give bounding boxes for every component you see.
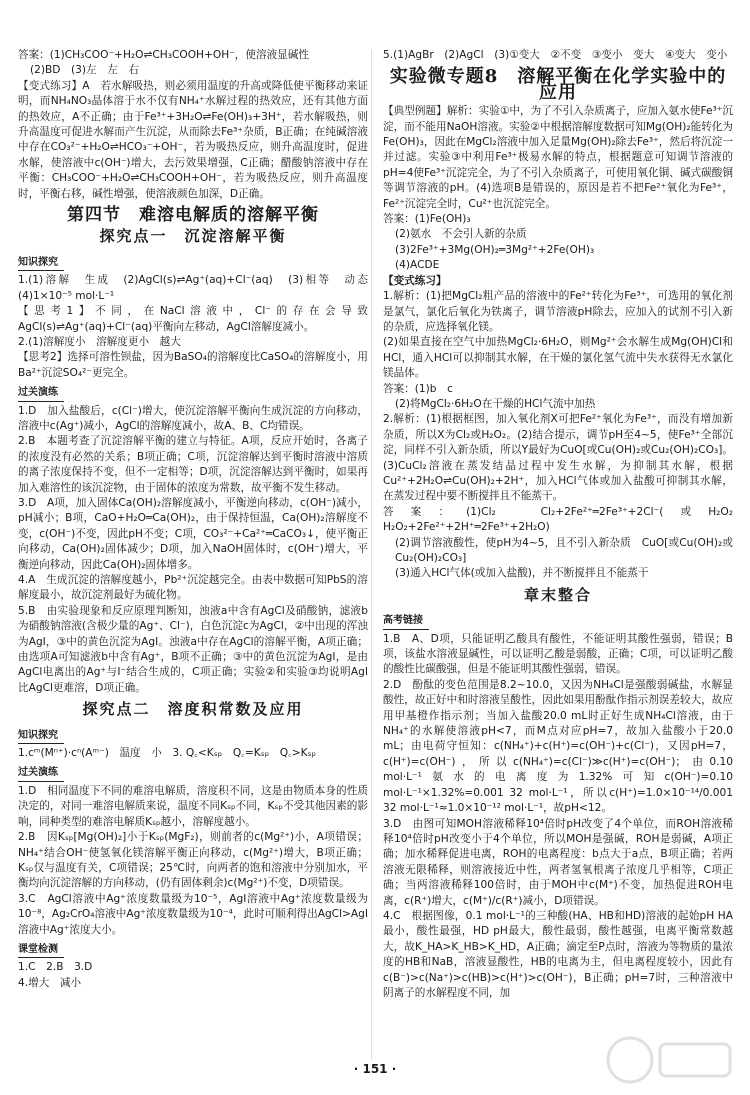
- classroom-check-label: 课堂检测: [18, 942, 64, 958]
- practice-label: 过关演练: [18, 765, 64, 781]
- subsection-title: 探究点二 溶度积常数及应用: [82, 700, 304, 719]
- answer-text: (3)通入HCl气体(或加入盐酸)，并不断搅拌且不能蒸干: [395, 567, 649, 580]
- column-divider: [371, 50, 372, 1060]
- thinking-text: 【思考1】不同，在NaCl溶液中，Cl⁻的存在会导致AgCl(s)⇌Ag⁺(aq)+Cl⁻(aq)平衡向左移动，AgCl溶解度减小。: [18, 305, 368, 333]
- answer-text: (4)ACDE: [395, 259, 440, 272]
- page-number: · 151 ·: [353, 1062, 397, 1076]
- classroom-check-text: 4.增大 减小: [18, 976, 82, 989]
- left-column: [18, 48, 379, 991]
- right-column: [383, 48, 744, 1001]
- exam-item: 3.D 由图可知MOH溶液稀释10⁴倍时pH改变了4个单位，而ROH溶液稀释10⁴倍时pH改变小于4个单位，所以MOH是强碱，ROH是弱碱，A项正确；加水稀释促进电离，ROH的电离程度：b点大于a点，B项正确；若两溶液无限稀释，则溶液接近中性，两者氢氧根离子浓度几乎相等，C项正确；当两溶液稀释100倍时，由于MOH中c(M⁺)不变，加热促进ROH电离，c(R⁺)增大，c(M⁺)/c(R⁺)减小，D项错误。: [383, 817, 733, 907]
- classroom-check-text: 1.C 2.B 3.D: [18, 961, 93, 974]
- exam-link-label: 高考链接: [383, 613, 429, 629]
- answer-text: (2)氨水 不会引人新的杂质: [395, 228, 527, 241]
- knowledge-label: 知识探究: [18, 255, 64, 271]
- practice-item: 5.B 由实验现象和反应原理判断知，浊液a中含有AgCl及硝酸钠，滤液b为硝酸钠溶液(含极少量的Ag⁺、Cl⁻)，白色沉淀c为AgCl，②中出现的浑浊为AgI，③中的黄色沉淀为AgI。浊液a中存在AgCl的溶解平衡，A项正确；由选项A可知滤液b中含有Ag⁺，B项不正确；③中的黄色沉淀为AgI，是由AgCl电离出的Ag⁺与I⁻结合生成的，C项正确；实验②和实验③均说明AgI比AgCl更难溶，D项正确。: [18, 604, 368, 694]
- section-title: 实验微专题8 溶解平衡在化学实验中的应用: [389, 66, 727, 103]
- practice-item: 3.C AgCl溶液中Ag⁺浓度数量级为10⁻⁵，AgI溶液中Ag⁺浓度数量级为10⁻⁸，Ag₂CrO₄溶液中Ag⁺浓度数量级为10⁻⁴，此时可顺利得出AgCl>AgI溶液中Ag⁺浓度大小。: [18, 892, 368, 936]
- exercise-text: 1.解析：(1)把MgCl₂粗产品的溶液中的Fe²⁺转化为Fe³⁺，可选用的氧化剂是氯气，氯化后氧化为铁离子，调节溶液pH除去，应加入的试剂不引入新的杂质，应选择氧化镁。: [383, 290, 733, 333]
- variant-exercise-text: 【变式练习】A 若水解吸热，则必须用温度的升高或降低使平衡移动来证明，而NH₄NO₃晶体溶于水不仅有NH₄⁺水解过程的热效应，还有其他方面的热效应，A不正确；由于Fe³⁺+3H₂O⇌Fe(OH)₃+3H⁺，若水解吸热，则升高温度可促进水解而产生沉淀，从而除去Fe³⁺杂质，B正确；在纯碱溶液中存在CO₃²⁻+H₂O⇌HCO₃⁻+OH⁻，若为吸热反应，则升高温度时，促进水解，使溶液中c(OH⁻)增大，去污效果增强，C正确；醋酸钠溶液中存在平衡：CH₃COO⁻+H₂O⇌CH₃COOH+OH⁻，若为吸热反应，则升高温度时，平衡右移，碱性增强，使溶液颜色加深，D正确。: [18, 79, 368, 200]
- knowledge-text: 1.cᵐ(Mⁿ⁺)·cⁿ(Aᵐ⁻) 温度 小 3. Q꜀<Kₛₚ Q꜀=Kₛₚ Q꜀>Kₛₚ: [18, 747, 317, 760]
- exercise-text: (2)如果直接在空气中加热MgCl₂·6H₂O，则Mg²⁺会水解生成Mg(OH)Cl和HCl，通入HCl可以抑制其水解，在干燥的氯化氢气流中失水获得无水氯化镁晶体。: [383, 336, 733, 380]
- answer-text: 答案：(1)Cl₂ Cl₂+2Fe²⁺═2Fe³⁺+2Cl⁻(或H₂O₂ H₂O₂+2Fe²⁺+2H⁺═2Fe³⁺+2H₂O): [383, 505, 744, 534]
- answer-text: (2)将MgCl₂·6H₂O在干燥的HCl气流中加热: [395, 397, 596, 410]
- chapter-summary-title: 章末整合: [523, 585, 592, 604]
- subsection-title: 探究点一 沉淀溶解平衡: [99, 227, 287, 246]
- thinking-text: 【思考2】选择可溶性钡盐，因为BaSO₄的溶解度比CaSO₄的溶解度小，用Ba²⁺沉淀SO₄²⁻更完全。: [18, 351, 368, 379]
- knowledge-text: 2.(1)溶解度小 溶解度更小 越大: [18, 335, 181, 348]
- practice-item: 1.D 相同温度下不同的难溶电解质，溶度积不同，这是由物质本身的性质决定的，对同一难溶电解质来说，温度不同Kₛₚ不同，Kₛₚ不受其他因素的影响，同种类型的难溶电解质Kₛₚ越小，溶解度越小。: [18, 784, 368, 828]
- variant-exercise-label: 【变式练习】: [383, 274, 447, 287]
- answer-text: (2)调节溶液酸性，使pH为4~5，且不引入新杂质 CuO[或Cu(OH)₂或Cu₂(OH)₂CO₃]: [395, 536, 733, 564]
- answer-text: (2)BD (3)左 左 右: [30, 64, 139, 77]
- practice-item: 2.B 因Kₛₚ[Mg(OH)₂]小于Kₛₚ(MgF₂)，则前者的c(Mg²⁺)小，A项错误；NH₄⁺结合OH⁻使氢氧化镁溶解平衡正向移动，c(Mg²⁺)增大，B项正确；Kₛₚ仅与温度有关，C项错误；25℃时，向两者的饱和溶液中分别加水，平衡均向沉淀溶解的方向移动，(仍有固体剩余)c(Mg²⁺)不变，D项错误。: [18, 831, 368, 890]
- section-title: 第四节 难溶电解质的溶解平衡: [67, 205, 319, 226]
- practice-item: 2.B 本题考查了沉淀溶解平衡的建立与特征。A项，反应开始时，各离子的浓度没有必然的关系；B项正确；C项，沉淀溶解达到平衡时溶液中溶质的离子浓度保持不变，但不一定相等；D项，沉淀溶解达到平衡时，如果再加入难溶性的该沉淀物，由于固体的浓度为常数，故平衡不发生移动。: [18, 435, 368, 494]
- practice-item: 3.D A项，加入固体Ca(OH)₂溶解度减小，平衡逆向移动，c(OH⁻)减小，pH减小；B项，CaO+H₂O═Ca(OH)₂，由于保持恒温，Ca(OH)₂溶解度不变，c(OH⁻)不变，因此pH不变；C项，CO₃²⁻+Ca²⁺═CaCO₃↓，使平衡正向移动，Ca(OH)₂固体减少；D项，加入NaOH固体时，c(OH⁻)增大，平衡逆向移动，因此Ca(OH)₂固体增多。: [18, 496, 368, 571]
- practice-item: 4.A 生成沉淀的溶解度越小，Pb²⁺沉淀越完全。由表中数据可知PbS的溶解度最小，故沉淀剂最好为硫化物。: [18, 574, 368, 602]
- practice-item: 1.D 加入盐酸后，c(Cl⁻)增大，使沉淀溶解平衡向生成沉淀的方向移动，溶液中c(Ag⁺)减小，AgCl的溶解度减小，故A、B、C均错误。: [18, 404, 368, 432]
- exercise-text: 2.解析：(1)根据框图，加入氧化剂X可把Fe²⁺氧化为Fe³⁺，而没有增加新杂质，所以X为Cl₂或H₂O₂。(2)结合提示，调节pH至4~5，使Fe³⁺全部沉淀，同样不引入新杂质，所以Y最好为CuO[或Cu(OH)₂或Cu₂(OH)₂CO₃]。(3)CuCl₂溶液在蒸发结晶过程中发生水解，为抑制其水解，根据Cu²⁺+2H₂O⇌Cu(OH)₂+2H⁺，加入HCl气体或加入盐酸可抑制其水解，在蒸发过程中要不断搅拌且不能蒸干。: [383, 413, 733, 503]
- exam-item: 4.C 根据图像，0.1 mol·L⁻¹的三种酸(HA、HB和HD)溶液的起始pH HA最小，酸性最强，HD pH最大，酸性最弱，酸性越强，电离平衡常数越大，故K_HA>K_HB>K_HD，A正确；滴定至P点时，溶液为等物质的量浓度的HB和NaB，溶液显酸性，HB的电离为主，但电离程度较小，因此有c(B⁻)>c(Na⁺)>c(HB)>c(H⁺)>c(OH⁻)，B正确；pH=7时，三种溶液中阴离子的水解程度不同，加: [383, 909, 733, 999]
- exam-item: 1.B A、D项，只能证明乙酸具有酸性，不能证明其酸性强弱，错误；B项，该盐水溶液显碱性，可以证明乙酸是弱酸，正确；C项，可以证明乙酸的酸性比碳酸强，但是不能证明其酸性强弱，错误。: [383, 632, 733, 676]
- exam-item: 2.D 酚酞的变色范围是8.2~10.0，又因为NH₄Cl是强酸弱碱盐，水解显酸性，故正好中和时溶液呈酸性，因此如果用酚酞作指示剂误差较大，故应用甲基橙作指示剂；当加入盐酸20.0 mL时正好生成NH₄Cl溶液，由于NH₄⁺的水解使溶液pH<7，而M点对应pH=7，故加入盐酸小于20.0 mL；由电荷守恒知：c(NH₄⁺)+c(H⁺)=c(OH⁻)+c(Cl⁻)，又因pH=7，c(H⁺)=c(OH⁻)，所以c(NH₄⁺)=c(Cl⁻)≫c(H⁺)=c(OH⁻)；由0.10 mol·L⁻¹氨水的电离度为1.32%可知c(OH⁻)=0.10 mol·L⁻¹×1.32%=0.001 32 mol·L⁻¹，所以c(H⁺)=1.0×10⁻¹⁴/0.001 32 mol·L⁻¹≈1.0×10⁻¹² mol·L⁻¹，故pH<12。: [383, 678, 733, 815]
- practice-label: 过关演练: [18, 385, 64, 401]
- answer-text: 答案：(1)b c: [383, 382, 453, 395]
- answer-text: 答案：(1)Fe(OH)₃: [383, 213, 471, 226]
- watermark-logo-icon: [600, 1030, 740, 1090]
- example-text: 【典型例题】解析：实验①中，为了不引入杂质离子，应加入氨水使Fe³⁺沉淀，而不能用NaOH溶液。实验②中根据溶解度数据可知Mg(OH)₂能转化为Fe(OH)₃，因此在MgCl₂溶液中加入足量Mg(OH)₂除去Fe³⁺，然后将沉淀一并过滤。实验③中利用Fe³⁺极易水解的特点，根据题意可知调节溶液的pH=4使Fe³⁺沉淀完全，为了不引入杂质离子，可使用氧化铜、碱式碳酸铜等调节溶液的pH。(4)选项B是错误的，原因是若不把Fe²⁺氧化为Fe³⁺，Fe²⁺沉淀完全时，Cu²⁺也沉淀完全。: [383, 105, 733, 210]
- answer-text: (3)2Fe³⁺+3Mg(OH)₂═3Mg²⁺+2Fe(OH)₃: [395, 243, 595, 256]
- answer-text: 答案：(1)CH₃COO⁻+H₂O⇌CH₃COOH+OH⁻，使溶液显碱性: [18, 49, 309, 61]
- knowledge-text: 1.(1)溶解 生成 (2)AgCl(s)⇌Ag⁺(aq)+Cl⁻(aq) (3)相等 动态 (4)1×10⁻⁵ mol·L⁻¹: [18, 274, 379, 302]
- answer-text: 5.(1)AgBr (2)AgCl (3)①变大 ②不变 ③变小 变大 ④变大 变小: [383, 49, 728, 61]
- knowledge-label: 知识探究: [18, 728, 64, 744]
